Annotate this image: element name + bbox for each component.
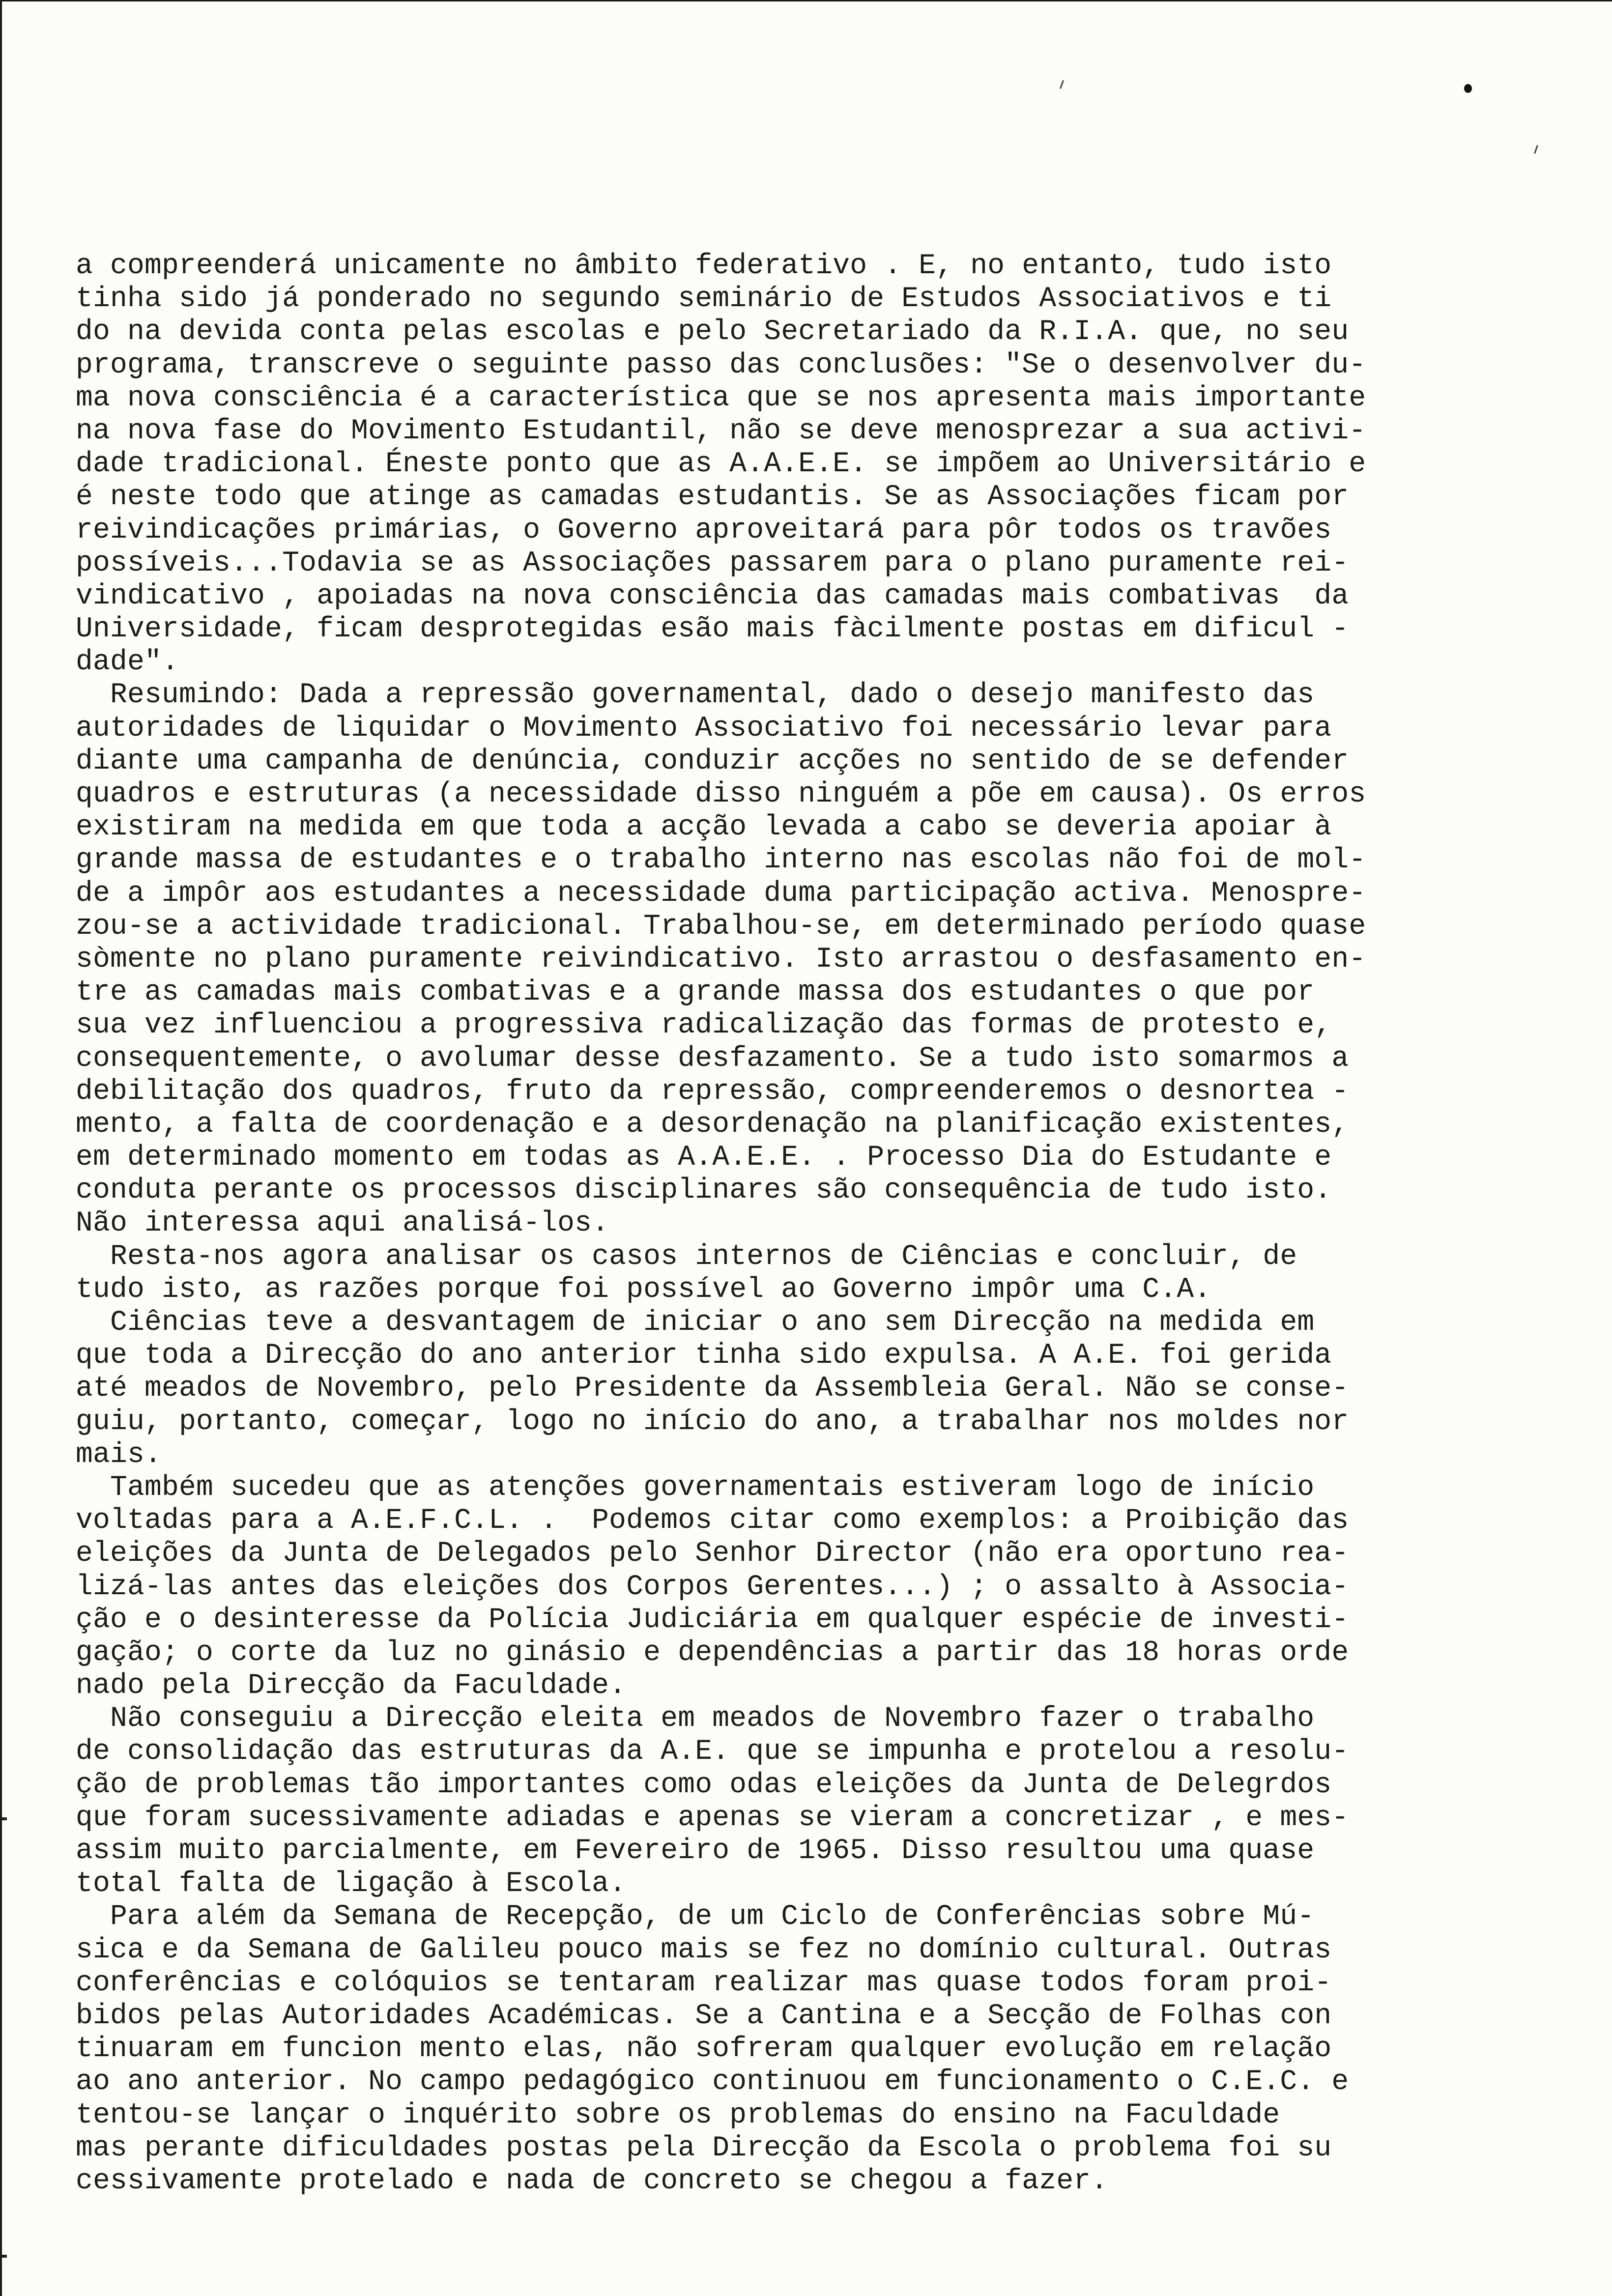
text-line: mais. bbox=[76, 1438, 162, 1471]
text-line: gação; o corte da luz no ginásio e dependências a partir das 18 horas orde bbox=[76, 1636, 1349, 1669]
text-line: que foram sucessivamente adiadas e apenas se vieram a concretizar , e mes- bbox=[76, 1802, 1349, 1834]
text-line: a compreenderá unicamente no âmbito federativo . E, no entanto, tudo isto bbox=[76, 250, 1332, 282]
text-line: Não conseguiu a Direcção eleita em meados de Novembro fazer o trabalho bbox=[76, 1703, 1315, 1735]
text-line: tinuaram em funcion mento elas, não sofreram qualquer evolução em relação bbox=[76, 2033, 1332, 2066]
text-line: lizá-las antes das eleições dos Corpos Gerentes...) ; o assalto à Associa- bbox=[76, 1571, 1349, 1603]
text-line: total falta de ligação à Escola. bbox=[76, 1868, 627, 1900]
text-line: tinha sido já ponderado no segundo seminário de Estudos Associativos e ti bbox=[76, 283, 1332, 316]
text-line: conduta perante os processos disciplinares são consequência de tudo isto. bbox=[76, 1175, 1332, 1207]
text-line: é neste todo que atinge as camadas estudantis. Se as Associações ficam por bbox=[76, 481, 1349, 514]
text-line: grande massa de estudantes e o trabalho interno nas escolas não foi de mol- bbox=[76, 844, 1366, 877]
text-line: ao ano anterior. No campo pedagógico continuou em funcionamento o C.E.C. e bbox=[76, 2066, 1349, 2098]
text-line: sua vez influenciou a progressiva radicalização das formas de protesto e, bbox=[76, 1009, 1332, 1042]
text-line: mas perante dificuldades postas pela Direcção da Escola o problema foi su bbox=[76, 2132, 1332, 2164]
text-line: sica e da Semana de Galileu pouco mais se fez no domínio cultural. Outras bbox=[76, 1934, 1332, 1966]
text-line: cessivamente protelado e nada de concreto se chegou a fazer. bbox=[76, 2165, 1108, 2197]
text-line: nado pela Direcção da Faculdade. bbox=[76, 1670, 627, 1702]
text-line: reivindicações primárias, o Governo aproveitará para pôr todos os travões bbox=[76, 514, 1332, 546]
text-line: Resta-nos agora analisar os casos internos de Ciências e concluir, de bbox=[76, 1240, 1297, 1273]
text-line: Ciências teve a desvantagem de iniciar o ano sem Direcção na medida em bbox=[76, 1307, 1315, 1339]
text-line: possíveis...Todavia se as Associações passarem para o plano puramente rei- bbox=[76, 547, 1349, 579]
text-line: dade". bbox=[76, 646, 179, 679]
text-line: bidos pelas Autoridades Académicas. Se a Cantina e a Secção de Folhas con bbox=[76, 2000, 1332, 2032]
text-line: debilitação dos quadros, fruto da repressão, compreenderemos o desnortea - bbox=[76, 1075, 1349, 1108]
text-line: na nova fase do Movimento Estudantil, não se deve menosprezar a sua activi- bbox=[76, 415, 1366, 447]
text-line: Universidade, ficam desprotegidas esão mais fàcilmente postas em dificul - bbox=[76, 613, 1349, 646]
ink-tick bbox=[1060, 80, 1064, 89]
text-line: do na devida conta pelas escolas e pelo Secretariado da R.I.A. que, no seu bbox=[76, 316, 1349, 348]
text-line: Resumindo: Dada a repressão governamental, dado o desejo manifesto das bbox=[76, 679, 1315, 712]
text-line: ção de problemas tão importantes como odas eleições da Junta de Delegrdos bbox=[76, 1769, 1332, 1801]
text-line: de a impôr aos estudantes a necessidade duma participação activa. Menospre- bbox=[76, 877, 1366, 910]
text-line: existiram na medida em que toda a acção levada a cabo se deveria apoiar à bbox=[76, 811, 1332, 844]
text-line: mento, a falta de coordenação e a desordenação na planificação existentes, bbox=[76, 1108, 1349, 1141]
text-line: autoridades de liquidar o Movimento Associativo foi necessário levar para bbox=[76, 712, 1332, 745]
text-line: ma nova consciência é a característica que se nos apresenta mais importante bbox=[76, 382, 1366, 414]
text-line: tre as camadas mais combativas e a grande massa dos estudantes o que por bbox=[76, 976, 1315, 1009]
text-line: assim muito parcialmente, em Fevereiro de 1965. Disso resultou uma quase bbox=[76, 1835, 1315, 1867]
text-line: vindicativo , apoiadas na nova consciência das camadas mais combativas da bbox=[76, 580, 1349, 612]
text-line: até meados de Novembro, pelo Presidente da Assembleia Geral. Não se conse- bbox=[76, 1373, 1349, 1405]
text-line: dade tradicional. Éneste ponto que as A.A.E.E. se impõem ao Universitário e bbox=[76, 448, 1366, 481]
text-line: zou-se a actividade tradicional. Trabalhou-se, em determinado período quase bbox=[76, 910, 1366, 943]
text-line: guiu, portanto, começar, logo no início do ano, a trabalhar nos moldes nor bbox=[76, 1406, 1349, 1438]
text-line: em determinado momento em todas as A.A.E.E. . Processo Dia do Estudante e bbox=[76, 1142, 1332, 1174]
typewritten-text bbox=[76, 250, 1550, 2198]
text-line: ção e o desinteresse da Polícia Judiciária em qualquer espécie de investi- bbox=[76, 1604, 1349, 1636]
text-line: programa, transcreve o seguinte passo das conclusões: "Se o desenvolver du- bbox=[76, 349, 1366, 381]
text-line: Também sucedeu que as atenções governamentais estiveram logo de início bbox=[76, 1471, 1315, 1504]
text-line: eleições da Junta de Delegados pelo Senhor Director (não era oportuno rea- bbox=[76, 1538, 1349, 1570]
text-line: que toda a Direcção do ano anterior tinha sido expulsa. A A.E. foi gerida bbox=[76, 1340, 1332, 1372]
edge-mark bbox=[2, 1817, 7, 1820]
text-line: consequentemente, o avolumar desse desfazamento. Se a tudo isto somarmos a bbox=[76, 1042, 1349, 1075]
ink-tick bbox=[1534, 145, 1538, 154]
text-line: tudo isto, as razões porque foi possível ao Governo impôr uma C.A. bbox=[76, 1273, 1211, 1306]
text-line: diante uma campanha de denúncia, conduzir acções no sentido de se defender bbox=[76, 745, 1349, 777]
edge-mark bbox=[2, 2255, 7, 2258]
text-line: quadros e estruturas (a necessidade disso ninguém a põe em causa). Os erros bbox=[76, 778, 1366, 810]
text-line: Para além da Semana de Recepção, de um Ciclo de Conferências sobre Mú- bbox=[76, 1901, 1315, 1933]
ink-dot bbox=[1464, 84, 1472, 93]
text-line: conferências e colóquios se tentaram realizar mas quase todos foram proi- bbox=[76, 1967, 1332, 1999]
text-line: Não interessa aqui analisá-los. bbox=[76, 1207, 609, 1240]
text-line: voltadas para a A.E.F.C.L. . Podemos citar como exemplos: a Proibição das bbox=[76, 1505, 1349, 1537]
text-line: tentou-se lançar o inquérito sobre os problemas do ensino na Faculdade bbox=[76, 2099, 1280, 2131]
text-line: sòmente no plano puramente reivindicativo. Isto arrastou o desfasamento en- bbox=[76, 943, 1366, 976]
text-line: de consolidação das estruturas da A.E. que se impunha e protelou a resolu- bbox=[76, 1736, 1349, 1768]
